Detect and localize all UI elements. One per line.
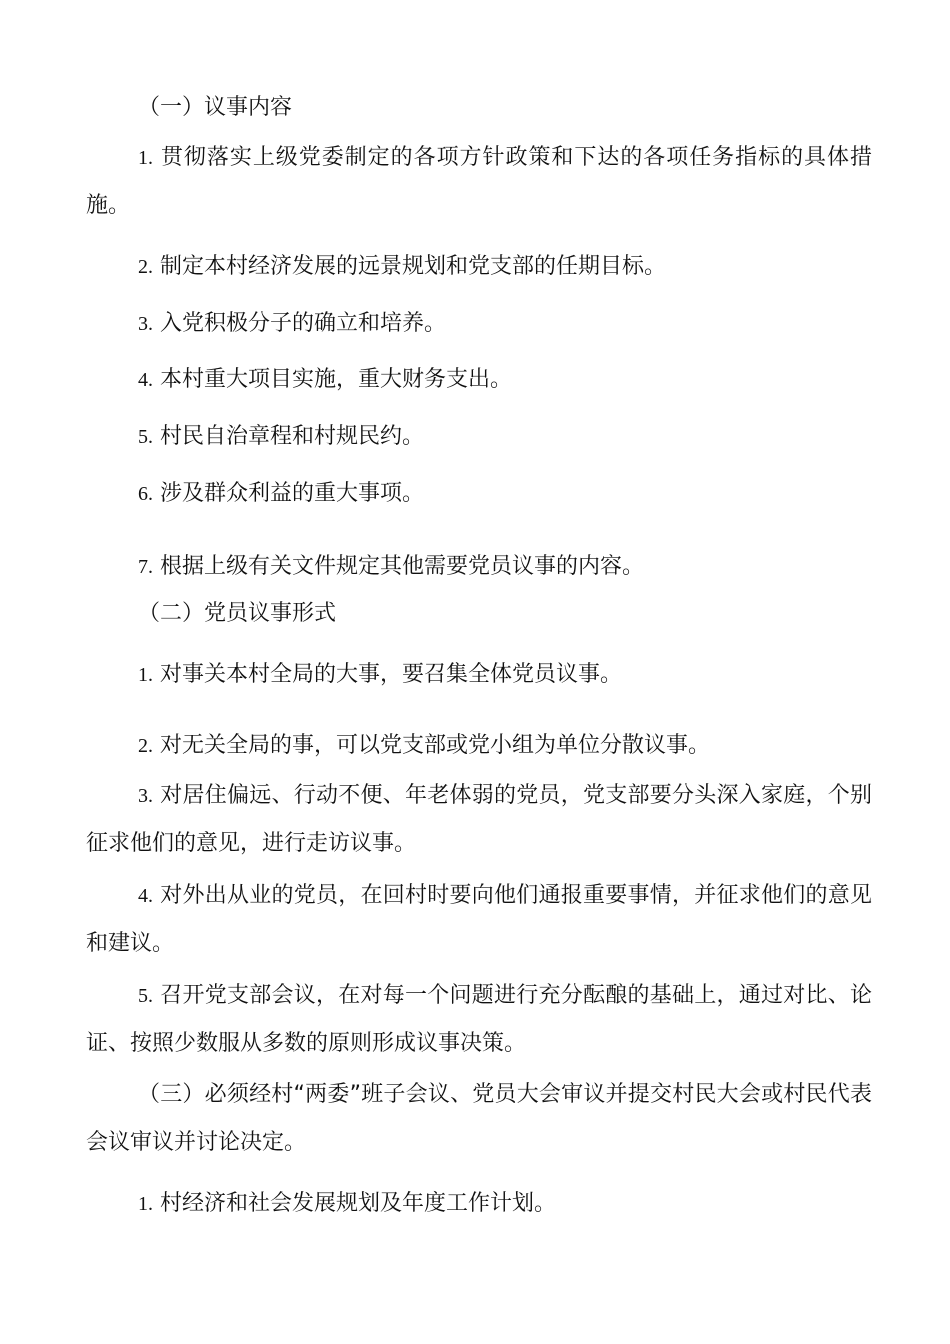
paragraph-1-5 bbox=[86, 413, 872, 461]
paragraph-text: （一）议事内容 bbox=[138, 95, 293, 120]
paragraph-text: 本村重大项目实施，重大财务支出。 bbox=[160, 367, 513, 392]
item-number: 5. bbox=[138, 985, 153, 1007]
paragraph-text: 召开党支部会议，在对每一个问题进行充分酝酿的基础上，通过对比、论证、按照少数服从多数的原则形成议事决策。 bbox=[86, 983, 872, 1056]
paragraph-text: 制定本村经济发展的远景规划和党支部的任期目标。 bbox=[160, 254, 667, 279]
paragraph-2-2 bbox=[86, 722, 872, 770]
section-heading-2 bbox=[86, 590, 872, 638]
paragraph-2-4 bbox=[86, 872, 872, 968]
paragraph-1-3 bbox=[86, 300, 872, 348]
paragraph-text: 对事关本村全局的大事，要召集全体党员议事。 bbox=[160, 662, 623, 687]
paragraph-text: 涉及群众利益的重大事项。 bbox=[160, 481, 425, 506]
paragraph-text: （三）必须经村“两委”班子会议、党员大会审议并提交村民大会或村民代表会议审议并讨论决定。 bbox=[86, 1082, 872, 1155]
paragraph-text: 村经济和社会发展规划及年度工作计划。 bbox=[160, 1191, 557, 1216]
item-number: 4. bbox=[138, 369, 153, 391]
paragraph-text: 村民自治章程和村规民约。 bbox=[160, 424, 425, 449]
paragraph-2-5 bbox=[86, 972, 872, 1068]
item-number: 2. bbox=[138, 256, 153, 278]
item-number: 6. bbox=[138, 483, 153, 505]
paragraph-text: 对无关全局的事，可以党支部或党小组为单位分散议事。 bbox=[160, 733, 711, 758]
paragraph-2-3 bbox=[86, 772, 872, 868]
paragraph-text: 根据上级有关文件规定其他需要党员议事的内容。 bbox=[160, 554, 645, 579]
paragraph-text: 对外出从业的党员，在回村时要向他们通报重要事情，并征求他们的意见和建议。 bbox=[86, 883, 872, 956]
paragraph-text: 对居住偏远、行动不便、年老体弱的党员，党支部要分头深入家庭，个别征求他们的意见，进行走访议事。 bbox=[86, 783, 872, 856]
paragraph-1-7 bbox=[86, 543, 872, 591]
section-heading-3 bbox=[86, 1071, 872, 1167]
paragraph-1-1 bbox=[86, 134, 872, 230]
paragraph-text: 入党积极分子的确立和培养。 bbox=[160, 311, 447, 336]
paragraph-text: （二）党员议事形式 bbox=[138, 601, 337, 626]
item-number: 1. bbox=[138, 664, 153, 686]
item-number: 1. bbox=[138, 147, 153, 169]
section-heading-1 bbox=[86, 84, 872, 132]
paragraph-3-1 bbox=[86, 1180, 872, 1228]
paragraph-2-1 bbox=[86, 651, 872, 699]
item-number: 1. bbox=[138, 1193, 153, 1215]
paragraph-text: 贯彻落实上级党委制定的各项方针政策和下达的各项任务指标的具体措施。 bbox=[86, 145, 872, 218]
item-number: 7. bbox=[138, 556, 153, 578]
paragraph-1-6 bbox=[86, 470, 872, 518]
paragraph-1-4 bbox=[86, 356, 872, 404]
item-number: 5. bbox=[138, 426, 153, 448]
item-number: 4. bbox=[138, 885, 153, 907]
item-number: 2. bbox=[138, 735, 153, 757]
item-number: 3. bbox=[138, 313, 153, 335]
paragraph-1-2 bbox=[86, 243, 872, 291]
item-number: 3. bbox=[138, 785, 153, 807]
